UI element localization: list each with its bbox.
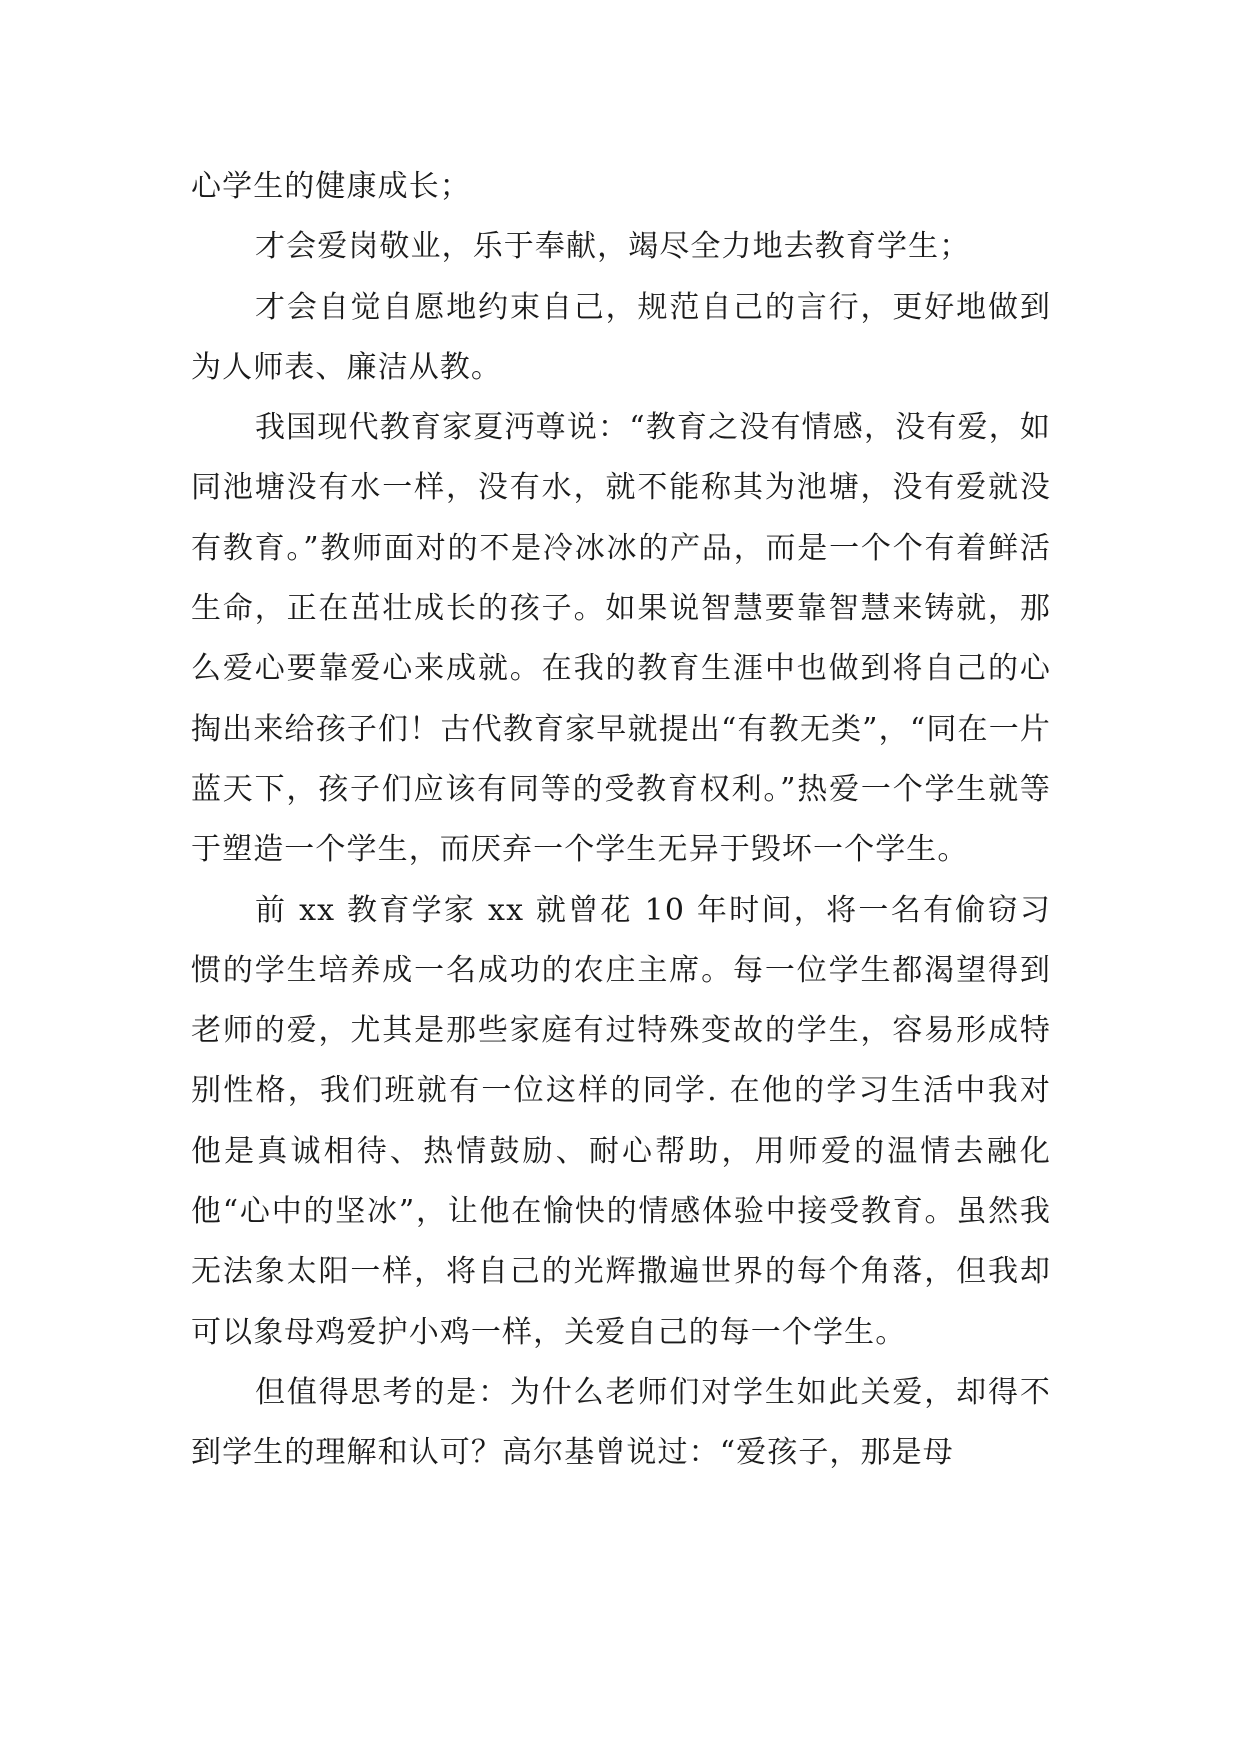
paragraph-1: 心学生的健康成长； [191, 169, 471, 204]
paragraph-4: 我国现代教育家夏沔尊说：“教育之没有情感，没有爱，如同池塘没有水一样，没有水，就不能称其为池塘，没有爱就没有教育。”教师面对的不是冷冰冰的产品，而是一个个有着鲜活生命，正在茁壮成长的孩子。如果说智慧要靠智慧来铸就，那么爱心要靠爱心来成就。在我的教育生涯中也做到将自己的心掏出来给孩子们！古代教育家早就提出“有教无类”，“同在一片蓝天下，孩子们应该有同等的受教育权利。”热爱一个学生就等于塑造一个学生，而厌弃一个学生无异于毁坏一个学生。 [191, 410, 1051, 868]
paragraph-2: 才会爱岗敬业，乐于奉献，竭尽全力地去教育学生； [255, 229, 971, 265]
document-body [191, 157, 1051, 1484]
paragraph-5: 前 xx 教育学家 xx 就曾花 10 年时间，将一名有偷窃习惯的学生培养成一名成功的农庄主席。每一位学生都渴望得到老师的爱，尤其是那些家庭有过特殊变故的学生，容易形成特别性格，我们班就有一位这样的同学. 在他的学习生活中我对他是真诚相待、热情鼓励、耐心帮助，用师爱的温情去融化他“心中的坚冰”，让他在愉快的情感体验中接受教育。虽然我无法象太阳一样，将自己的光辉撒遍世界的每个角落，但我却可以象母鸡爱护小鸡一样，关爱自己的每一个学生。 [191, 892, 1051, 1350]
paragraph-6: 但值得思考的是：为什么老师们对学生如此关爱，却得不到学生的理解和认可？高尔基曾说过：“爱孩子，那是母 [191, 1374, 1051, 1471]
paragraph-3: 才会自觉自愿地约束自己，规范自己的言行，更好地做到为人师表、廉洁从教。 [191, 289, 1051, 385]
